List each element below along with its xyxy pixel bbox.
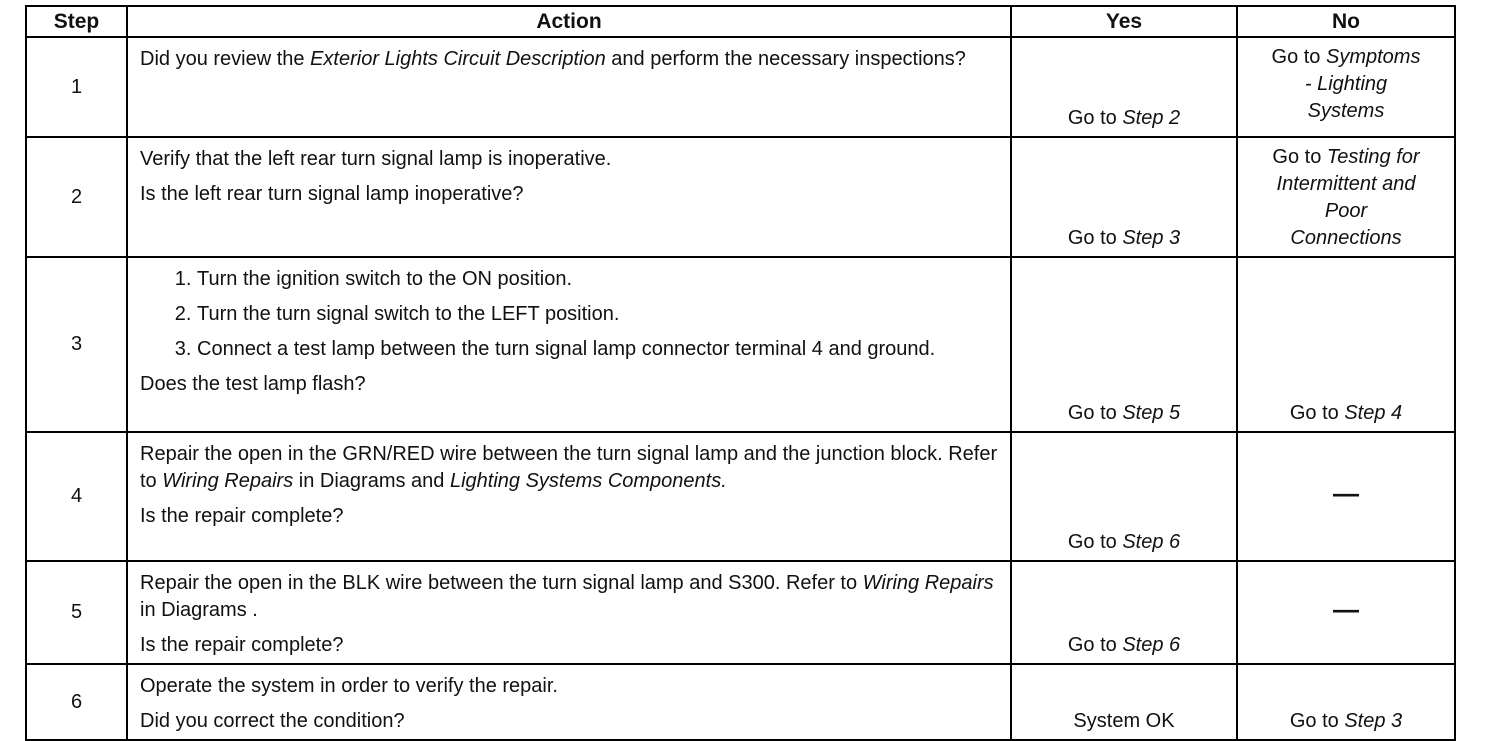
- yes-cell: Go to Step 6: [1011, 561, 1237, 664]
- no-cell: [1237, 561, 1455, 664]
- header-row: [26, 6, 1455, 37]
- yes-cell: Go to Step 3: [1011, 137, 1237, 257]
- action-cell: [127, 37, 1011, 137]
- action-steps-list: [140, 266, 998, 363]
- action-text: Repair the open in the BLK wire between the turn signal lamp and S300. Refer to Wiring Repairs in Diagrams .: [140, 572, 994, 621]
- header-no: No: [1237, 6, 1455, 37]
- action-question: Is the left rear turn signal lamp inoperative?: [140, 183, 524, 205]
- table-row: [26, 432, 1455, 561]
- no-cell: [1237, 432, 1455, 561]
- action-cell: [127, 137, 1011, 257]
- action-text: Repair the open in the GRN/RED wire between the turn signal lamp and the junction block. Refer to Wiring Repairs in Diagrams and Lighting Systems Components.: [140, 443, 998, 492]
- action-text: Did you review the Exterior Lights Circuit Description and perform the necessary inspections?: [140, 48, 966, 70]
- header-action: Action: [127, 6, 1011, 37]
- action-cell: [127, 432, 1011, 561]
- action-text: Verify that the left rear turn signal lamp is inoperative.: [140, 148, 612, 170]
- step-number: 2: [26, 137, 127, 257]
- table-row: [26, 257, 1455, 432]
- no-cell: Go to Step 3: [1237, 664, 1455, 740]
- table-row: [26, 137, 1455, 257]
- table-row: [26, 664, 1455, 740]
- yes-cell: System OK: [1011, 664, 1237, 740]
- action-question: Does the test lamp flash?: [140, 373, 366, 395]
- dash-mark: —: [1333, 477, 1359, 508]
- yes-cell: Go to Step 5: [1011, 257, 1237, 432]
- action-question: Did you correct the condition?: [140, 710, 405, 732]
- no-cell: Go to Testing for Intermittent and Poor Connections: [1237, 137, 1455, 257]
- list-item: 3. Connect a test lamp between the turn signal lamp connector terminal 4 and ground.: [197, 336, 998, 363]
- step-number: 3: [26, 257, 127, 432]
- yes-cell: Go to Step 6: [1011, 432, 1237, 561]
- list-item: 2. Turn the turn signal switch to the LEFT position.: [197, 301, 998, 328]
- action-cell: [127, 257, 1011, 432]
- dash-mark: —: [1333, 593, 1359, 624]
- step-number: 6: [26, 664, 127, 740]
- no-cell: Go to Step 4: [1237, 257, 1455, 432]
- header-yes: Yes: [1011, 6, 1237, 37]
- action-text: Operate the system in order to verify the repair.: [140, 675, 558, 697]
- diagnostic-table: [25, 5, 1456, 741]
- action-cell: [127, 664, 1011, 740]
- action-question: Is the repair complete?: [140, 505, 344, 527]
- table-row: [26, 37, 1455, 137]
- header-step: Step: [26, 6, 127, 37]
- list-item: 1. Turn the ignition switch to the ON position.: [197, 266, 998, 293]
- step-number: 1: [26, 37, 127, 137]
- table-row: [26, 561, 1455, 664]
- yes-cell: Go to Step 2: [1011, 37, 1237, 137]
- step-number: 5: [26, 561, 127, 664]
- action-cell: [127, 561, 1011, 664]
- action-question: Is the repair complete?: [140, 634, 344, 656]
- step-number: 4: [26, 432, 127, 561]
- no-cell: Go to Symptoms - Lighting Systems: [1237, 37, 1455, 137]
